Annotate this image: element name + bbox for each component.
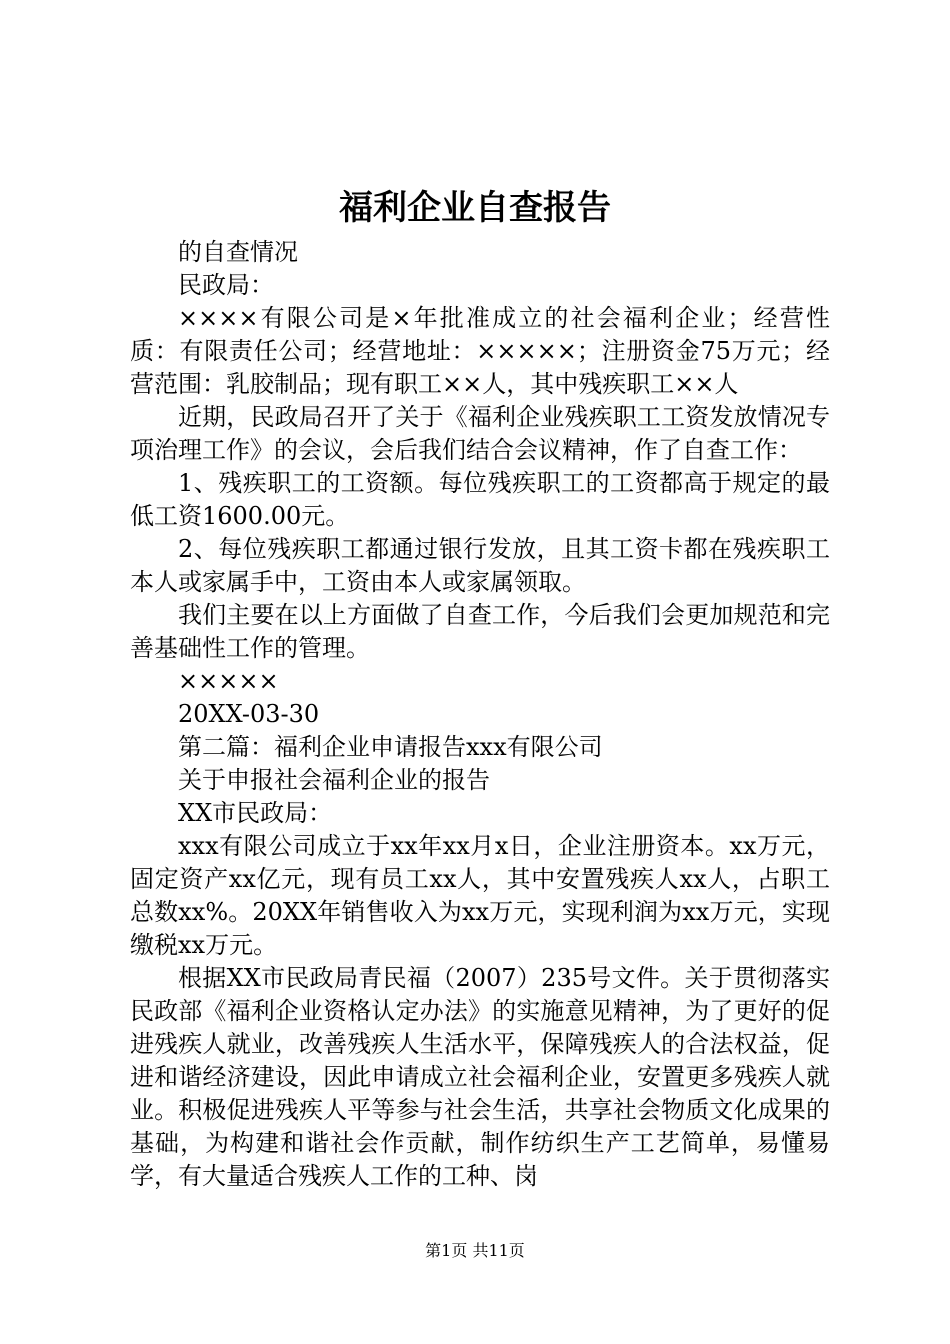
paragraph-addressee-2: XX市民政局： — [178, 799, 333, 827]
paragraph-report-title: 关于申报社会福利企业的报告 — [178, 766, 490, 794]
paragraph-second-part-heading: 第二篇：福利企业申请报告xxx有限公司 — [178, 733, 603, 761]
page-footer: 第1页 共11页 — [425, 1241, 525, 1260]
paragraph-date: 20XX-03-30 — [178, 700, 320, 728]
paragraph-item-1: 1、残疾职工的工资额。每位残疾职工的工资都高于规定的最低工资1600.00元。 — [130, 469, 830, 530]
paragraph-company-overview: xxx有限公司成立于xx年xx月x日，企业注册资本。xx万元，固定资产xx亿元，现有员工xx人，其中安置残疾人xx人，占职工总数xx%。20XX年销售收入为xx万元，实现利润为xx万元，实现缴税xx万元。 — [130, 832, 830, 959]
paragraph-item-2: 2、每位残疾职工都通过银行发放，且其工资卡都在残疾职工本人或家属手中，工资由本人或家属领取。 — [130, 535, 830, 596]
paragraph-conclusion: 我们主要在以上方面做了自查工作，今后我们会更加规范和完善基础性工作的管理。 — [130, 601, 830, 662]
paragraph-signature: ××××× — [178, 667, 279, 695]
paragraph-basis: 根据XX市民政局青民福（2007）235号文件。关于贯彻落实民政部《福利企业资格认定办法》的实施意见精神，为了更好的促进残疾人就业，改善残疾人生活水平，保障残疾人的合法权益，促进和谐经济建设，因此申请成立社会福利企业，安置更多残疾人就业。积极促进残疾人平等参与社会生活，共享社会物质文化成果的基础，为构建和谐社会作贡献，制作纺织生产工艺简单，易懂易学，有大量适合残疾人工作的工种、岗 — [130, 964, 830, 1190]
paragraph-addressee: 民政局： — [178, 271, 274, 299]
document-body — [130, 236, 830, 1193]
document-title: 福利企业自查报告 — [339, 188, 611, 228]
paragraph-company-info: ××××有限公司是×年批准成立的社会福利企业；经营性质：有限责任公司；经营地址：×××××；注册资金75万元；经营范围：乳胶制品；现有职工××人，其中残疾职工××人 — [130, 304, 830, 398]
paragraph-meeting: 近期，民政局召开了关于《福利企业残疾职工工资发放情况专项治理工作》的会议，会后我们结合会议精神，作了自查工作： — [130, 403, 830, 464]
paragraph-subtitle: 的自查情况 — [178, 238, 298, 266]
